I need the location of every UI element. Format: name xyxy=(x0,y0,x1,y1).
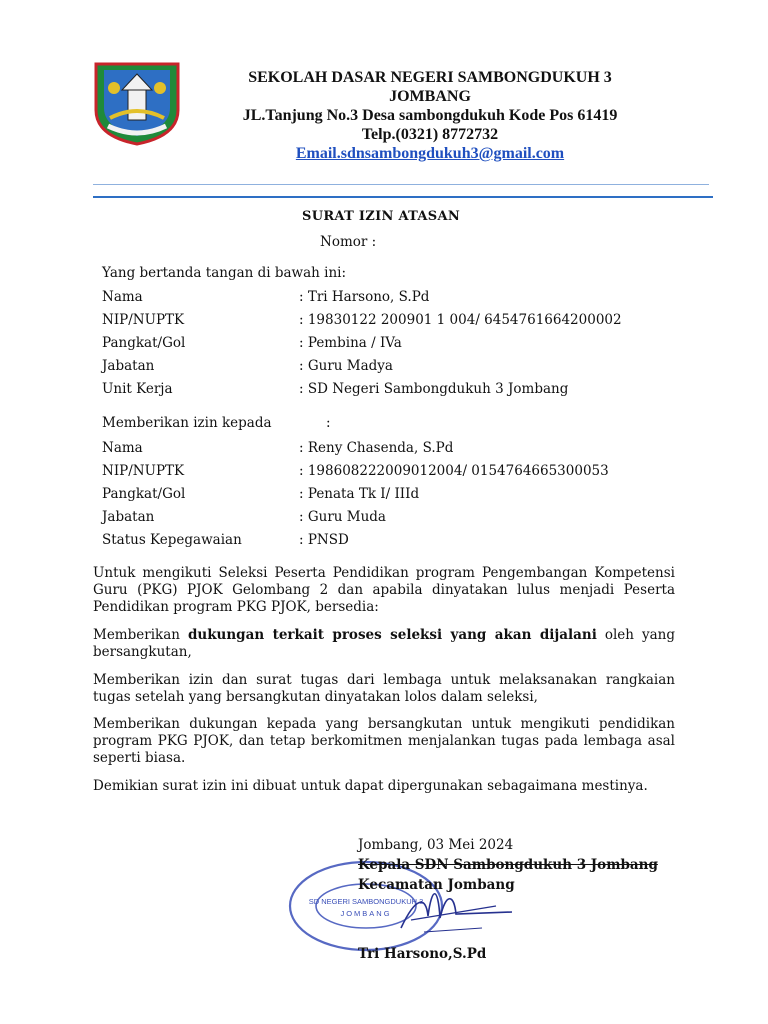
school-city: JOMBANG xyxy=(389,88,471,105)
school-name: SEKOLAH DASAR NEGERI SAMBONGDUKUH 3 xyxy=(248,69,612,86)
field-label: Jabatan xyxy=(102,358,155,374)
grantee-row xyxy=(102,532,702,552)
signer-row xyxy=(102,312,702,332)
field-label: NIP/NUPTK xyxy=(102,312,185,328)
stamp-city-text: JOMBANG xyxy=(340,909,392,918)
signer-row xyxy=(102,358,702,378)
field-value: : PNSD xyxy=(299,532,349,548)
field-label: Unit Kerja xyxy=(102,381,173,397)
field-value: : 19830122 200901 1 004/ 6454761664200002 xyxy=(299,312,622,328)
body-paragraph: Memberikan dukungan kepada yang bersangkutan untuk mengikuti pendidikan program PKG PJOK, dan tetap berkomitmen menjalankan tugas pada lembaga asal seperti biasa. xyxy=(93,716,675,766)
letterhead xyxy=(200,68,660,163)
signature-district: Kecamatan Jombang xyxy=(358,877,515,893)
field-value: : Guru Madya xyxy=(299,358,393,374)
field-value: : SD Negeri Sambongdukuh 3 Jombang xyxy=(299,381,569,397)
field-value: : Pembina / IVa xyxy=(299,335,402,351)
header-divider xyxy=(93,196,713,198)
school-email[interactable]: Email.sdnsambongdukuh3@gmail.com xyxy=(295,145,565,162)
field-value: : Penata Tk I/ IIId xyxy=(299,486,420,502)
letter-number: Nomor : xyxy=(320,234,377,250)
field-label: Pangkat/Gol xyxy=(102,335,186,351)
body-paragraph: Untuk mengikuti Seleksi Peserta Pendidikan program Pengembangan Kompetensi Guru (PKG) PJOK Gelombang 2 dan apabila dinyatakan lulus menjadi Peserta Pendidikan program PKG PJOK, bersedia: xyxy=(93,565,675,615)
field-value: : Tri Harsono, S.Pd xyxy=(299,289,430,305)
grantee-row xyxy=(102,509,702,529)
signature-position: Kepala SDN Sambongdukuh 3 Jombang xyxy=(358,857,658,873)
paragraph-text: Memberikan xyxy=(93,627,188,643)
signer-row xyxy=(102,289,702,309)
field-value: : Reny Chasenda, S.Pd xyxy=(299,440,454,456)
body-paragraph: Memberikan izin dan surat tugas dari lembaga untuk melaksanakan rangkaian tugas setelah yang bersangkutan dinyatakan lolos dalam seleksi, xyxy=(93,672,675,705)
field-label: Jabatan xyxy=(102,509,155,525)
grant-colon: : xyxy=(326,415,331,431)
school-phone: Telp.(0321) 8772732 xyxy=(361,126,499,143)
grantee-row xyxy=(102,463,702,483)
field-label: NIP/NUPTK xyxy=(102,463,185,479)
signature-place-date: Jombang, 03 Mei 2024 xyxy=(358,837,514,853)
field-label: Status Kepegawaian xyxy=(102,532,242,548)
field-value: : 198608222009012004/ 0154764665300053 xyxy=(299,463,609,479)
field-value: : Guru Muda xyxy=(299,509,386,525)
school-address: JL.Tanjung No.3 Desa sambongdukuh Kode Pos 61419 xyxy=(242,107,618,124)
header-divider-thin xyxy=(93,184,709,185)
letter-title: SURAT IZIN ATASAN xyxy=(302,209,461,224)
field-label: Nama xyxy=(102,289,143,305)
grantee-row xyxy=(102,440,702,460)
paragraph-text: oleh yang bersangkutan, xyxy=(93,627,675,660)
stamp-center-text: SD NEGERI SAMBONGDUKUH 3 xyxy=(308,897,424,906)
grantee-row xyxy=(102,486,702,506)
signer-row xyxy=(102,335,702,355)
field-label: Nama xyxy=(102,440,143,456)
signer-row xyxy=(102,381,702,401)
field-label: Pangkat/Gol xyxy=(102,486,186,502)
intro-text: Yang bertanda tangan di bawah ini: xyxy=(102,265,347,281)
paragraph-bold-text: dukungan terkait proses seleksi yang akan dijalani xyxy=(187,627,597,643)
body-paragraph: Demikian surat izin ini dibuat untuk dapat dipergunakan sebagaimana mestinya. xyxy=(93,778,648,794)
body-paragraph xyxy=(93,627,675,661)
signature-name: Tri Harsono,S.Pd xyxy=(358,946,487,962)
regency-logo-icon xyxy=(92,60,182,146)
grant-label: Memberikan izin kepada xyxy=(102,415,272,431)
